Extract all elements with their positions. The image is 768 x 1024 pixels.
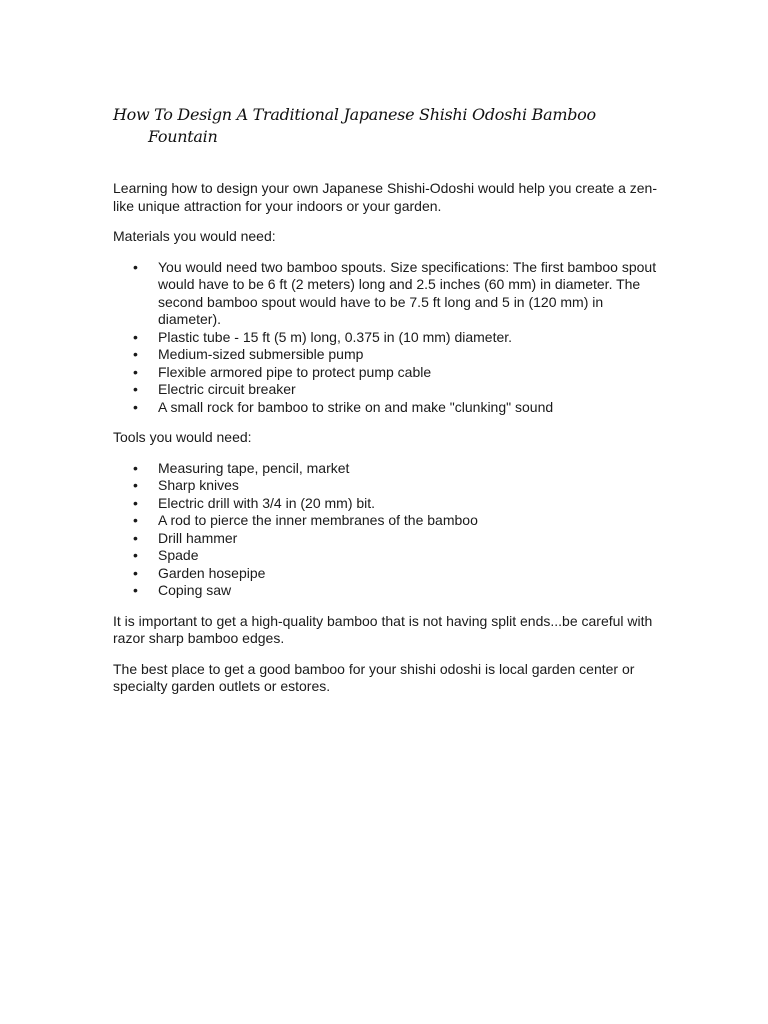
materials-item: • You would need two bamboo spouts. Size specifications: The first bamboo spout would have to be 6 ft (2 meters) long and 2.5 inches (60 mm) in diameter. The second bamboo spout would have to be 7.5 ft long and 5 in (120 mm) in diameter). <box>113 259 658 329</box>
materials-item: • Plastic tube - 15 ft (5 m) long, 0.375 in (10 mm) diameter. <box>113 329 658 347</box>
tools-item: • Measuring tape, pencil, market <box>113 460 658 478</box>
materials-item: • Flexible armored pipe to protect pump cable <box>113 364 658 382</box>
materials-list <box>113 259 673 417</box>
materials-item: • A small rock for bamboo to strike on and make "clunking" sound <box>113 399 658 417</box>
materials-heading: Materials you would need: <box>113 228 276 244</box>
title-line-1: How To Design A Traditional Japanese Shishi Odoshi Bamboo <box>113 105 596 124</box>
materials-item: • Medium-sized submersible pump <box>113 346 658 364</box>
tools-item: • Drill hammer <box>113 530 658 548</box>
tools-item: • Spade <box>113 547 658 565</box>
tools-item: • Electric drill with 3/4 in (20 mm) bit. <box>113 495 658 513</box>
materials-item: • Electric circuit breaker <box>113 381 658 399</box>
tools-heading: Tools you would need: <box>113 429 252 445</box>
title-line-2: Fountain <box>148 127 218 146</box>
tools-item: • Garden hosepipe <box>113 565 658 583</box>
document-title <box>113 104 633 148</box>
intro-paragraph: Learning how to design your own Japanese Shishi-Odoshi would help you create a zen-like unique attraction for your indoors or your garden. <box>113 180 658 214</box>
document-body <box>113 180 673 709</box>
quality-note-paragraph: It is important to get a high-quality bamboo that is not having split ends...be careful with razor sharp bamboo edges. <box>113 612 653 646</box>
tools-item: • Sharp knives <box>113 477 658 495</box>
tools-item: • Coping saw <box>113 582 658 600</box>
tools-item: • A rod to pierce the inner membranes of the bamboo <box>113 512 658 530</box>
where-to-buy-paragraph: The best place to get a good bamboo for your shishi odoshi is local garden center or specialty garden outlets or estores. <box>113 660 635 694</box>
tools-list <box>113 460 673 600</box>
